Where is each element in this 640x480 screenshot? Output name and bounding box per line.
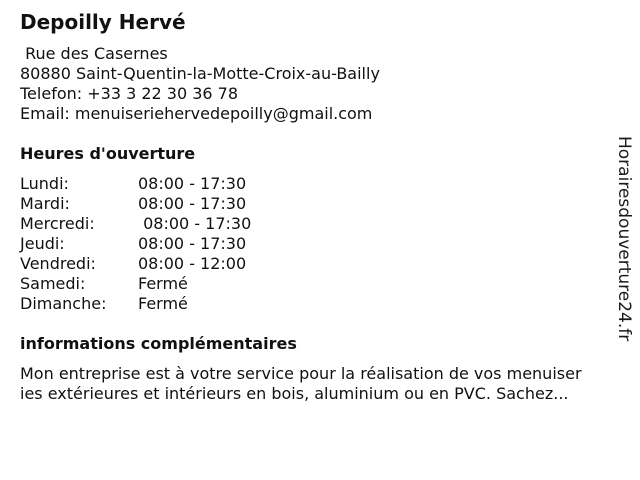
time-value: 08:00 - 17:30	[138, 234, 247, 253]
street-address: Rue des Casernes	[20, 44, 168, 63]
hours-row-friday	[20, 254, 620, 274]
day-label: Samedi:	[20, 274, 86, 293]
day-label: Dimanche:	[20, 294, 107, 313]
business-name: Depoilly Hervé	[20, 10, 186, 34]
business-card	[20, 8, 620, 404]
phone-number: Telefon: +33 3 22 30 36 78	[20, 84, 239, 103]
additional-info-text	[20, 364, 620, 404]
time-value: Fermé	[138, 294, 188, 313]
site-watermark: Horairesdouverture24.fr	[614, 136, 634, 342]
time-value: 08:00 - 12:00	[138, 254, 247, 273]
description-line: Mon entreprise est à votre service pour la réalisation de vos menuiser	[20, 364, 582, 383]
time-value: 08:00 - 17:30	[138, 174, 247, 193]
opening-hours-heading: Heures d'ouverture	[20, 144, 196, 163]
address-block	[20, 44, 620, 124]
time-value: Fermé	[138, 274, 188, 293]
city-address: 80880 Saint-Quentin-la-Motte-Croix-au-Bailly	[20, 64, 380, 83]
day-label: Lundi:	[20, 174, 69, 193]
hours-row-wednesday	[20, 214, 620, 234]
day-label: Vendredi:	[20, 254, 96, 273]
additional-info-heading: informations complémentaires	[20, 334, 297, 353]
hours-row-monday	[20, 174, 620, 194]
time-value: 08:00 - 17:30	[138, 214, 252, 233]
day-label: Mardi:	[20, 194, 70, 213]
day-label: Mercredi:	[20, 214, 95, 233]
hours-row-sunday	[20, 294, 620, 314]
email-address: Email: menuiseriehervedepoilly@gmail.com	[20, 104, 373, 123]
opening-hours-table	[20, 174, 620, 314]
time-value: 08:00 - 17:30	[138, 194, 247, 213]
day-label: Jeudi:	[20, 234, 65, 253]
hours-row-saturday	[20, 274, 620, 294]
hours-row-thursday	[20, 234, 620, 254]
hours-row-tuesday	[20, 194, 620, 214]
description-line: ies extérieures et intérieurs en bois, aluminium ou en PVC. Sachez...	[20, 384, 569, 403]
